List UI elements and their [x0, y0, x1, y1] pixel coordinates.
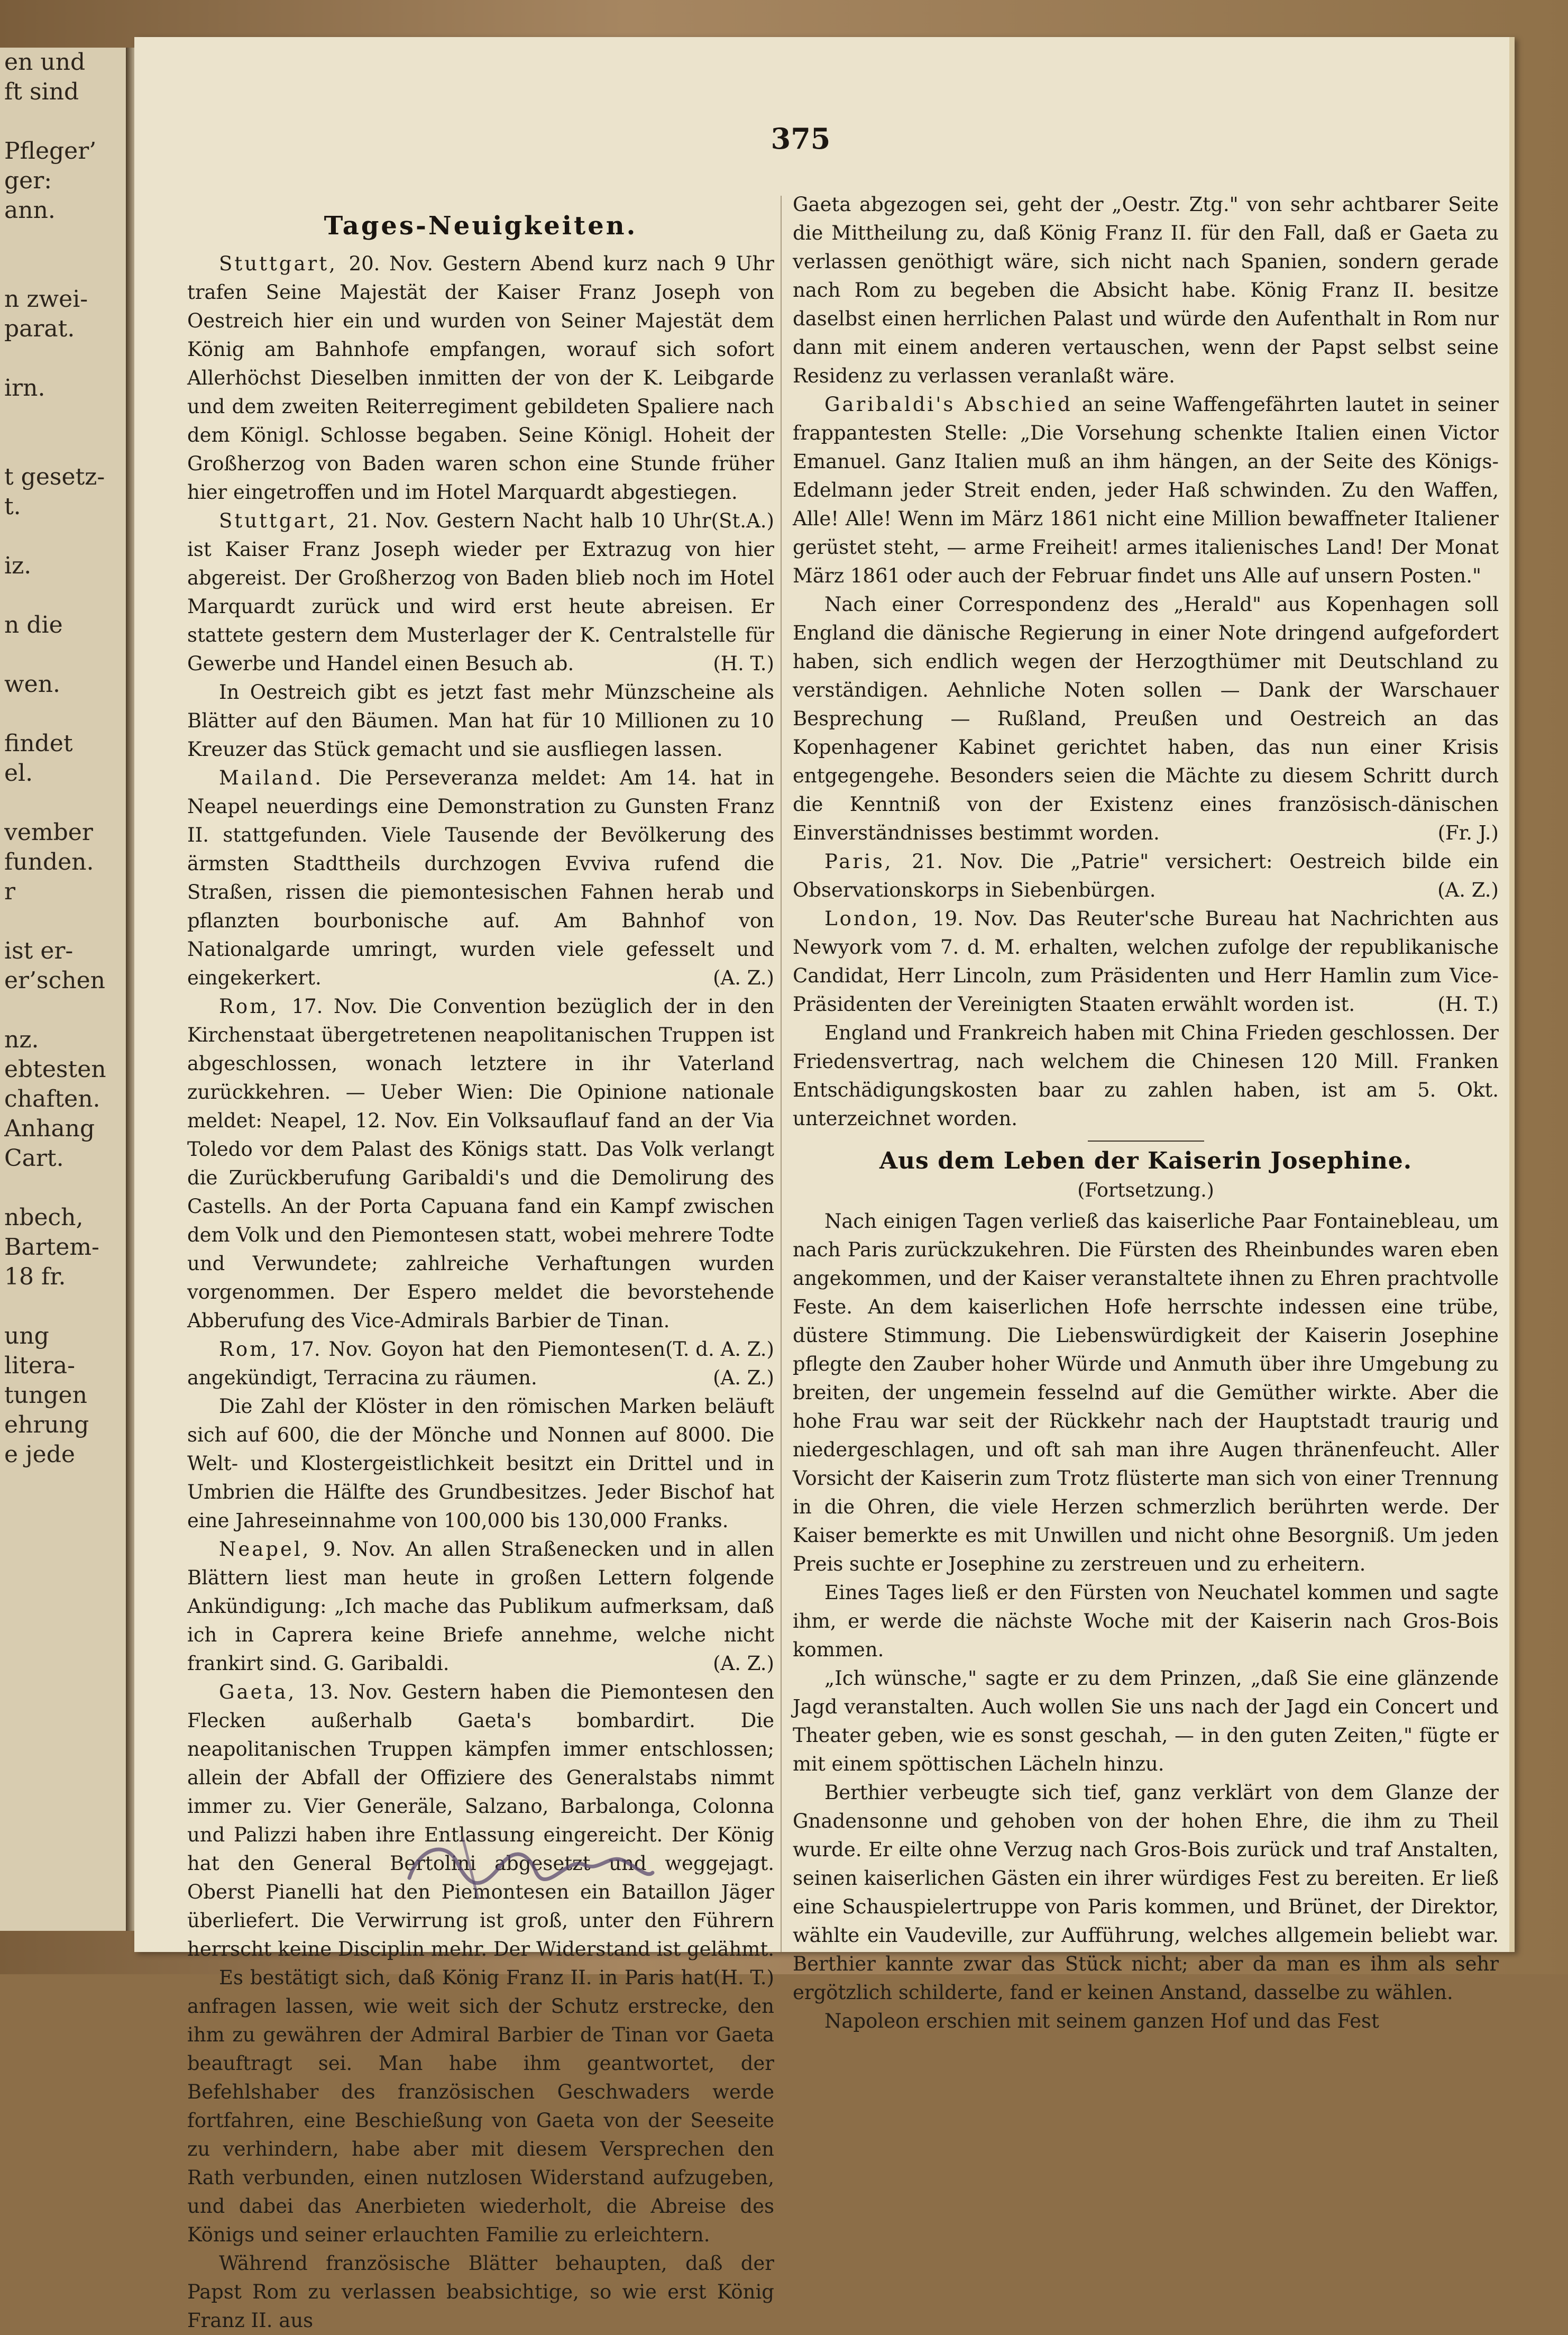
source-citation: (H. T.) [713, 1966, 774, 1989]
facing-page-line: funden. [4, 849, 94, 875]
facing-page-line: tungen [4, 1382, 87, 1409]
article-paragraph [793, 1207, 1499, 1579]
article-text: Die Zahl der Klöster in den römischen Marken beläuft sich auf 600, die der Mönche und Nonnen auf 8000. Die Welt- und Klostergeistlichkeit besitzt ein Drittel und in Umbrien die Hälfte des Grundbesitzes. Jeder Bischof hat eine Jahreseinnahme von 100,000 bis 130,000 Franks. [187, 1395, 774, 1532]
column-rule [781, 196, 782, 1952]
dateline: Paris, [824, 850, 912, 873]
source-citation: (H. T.) [713, 652, 774, 675]
dateline: Garibaldi's Abschied [824, 393, 1082, 416]
facing-page-line: litera‑ [4, 1352, 75, 1379]
dateline: Rom, [219, 995, 292, 1018]
facing-page-line: t. [4, 493, 21, 520]
source-citation: (H. T.) [1437, 993, 1499, 1016]
source-citation: (A. Z.) [713, 1366, 774, 1389]
facing-page-line: ung [4, 1322, 49, 1349]
facing-page-line [4, 1292, 123, 1321]
facing-page-line: ist er‑ [4, 937, 74, 964]
feature-article [793, 1207, 1499, 2036]
facing-page-line [4, 907, 123, 936]
facing-page-line: e jede [4, 1441, 75, 1468]
article-text: In Oestreich gibt es jetzt fast mehr Münzscheine als Blätter auf den Bäumen. Man hat für 10 Millionen zu 10 Kreuzer das Stück gemacht und sie ausfliegen lassen. [187, 681, 774, 761]
facing-page-line: ger: [4, 167, 52, 194]
facing-page-text [4, 48, 123, 1470]
facing-page-line [4, 788, 123, 818]
facing-page-line: vember [4, 819, 93, 846]
left-column-articles [187, 250, 774, 2335]
left-column [187, 212, 774, 2335]
dateline: London, [824, 907, 933, 930]
facing-page-line [4, 640, 123, 670]
article-paragraph [793, 1019, 1499, 1133]
article-text: Während französische Blätter behaupten, daß der Papst Rom zu verlassen beabsichtige, so wie erst König Franz II. aus [187, 2252, 774, 2332]
article-paragraph [793, 590, 1499, 847]
article-text: 20. Nov. Gestern Abend kurz nach 9 Uhr trafen Seine Majestät der Kaiser Franz Joseph von Oestreich hier ein und wurden von Seiner Majestät dem König am Bahnhofe empfangen, worauf sich sofort Allerhöchst Dieselben inmitten der von der K. Leibgarde und dem zweiten Reiterregiment gebildeten Spaliere nach dem Königl. Schlosse begaben. Seine Königl. Hoheit der Großherzog von Baden waren schon eine Stunde früher hier eingetroffen und im Hotel Marquardt abgestiegen. [187, 252, 774, 504]
facing-page-line [4, 344, 123, 373]
article-text: Nach einigen Tagen verließ das kaiserliche Paar Fontainebleau, um nach Paris zurückzukehren. Die Fürsten des Rheinbundes waren eben angekommen, und der Kaiser veranstaltete ihnen zu Ehren prachtvolle Feste. An dem kaiserlichen Hofe herrschte indessen eine trübe, düstere Stimmung. Die Liebenswürdigkeit der Kaiserin Josephine pflegte den Zauber hoher Würde und Anmuth über ihre Umgebung zu breiten, der ungemein fesselnd auf die Gemüther wirkte. Aber die hohe Frau war seit der Rückkehr nach der Hauptstadt traurig und niedergeschlagen, und oft sah man ihre Augen thränenfeucht. Aller Vorsicht der Kaiserin zum Trotz flüsterte man sich von einer Trennung in die Ohren, die viele Herzen schmerzlich berührten werde. Der Kaiser bemerkte es mit Unwillen und nicht ohne Besorgniß. Um jeden Preis suchte er Josephine zu zerstreuen und zu erheitern. [793, 1210, 1499, 1575]
section-divider [1088, 1141, 1204, 1142]
facing-page-line: nbech, [4, 1204, 84, 1231]
feature-subtitle: (Fortsetzung.) [1077, 1180, 1214, 1201]
facing-page-line: n die [4, 612, 63, 639]
section-title: Tages-Neuigkeiten. [324, 211, 638, 241]
article-paragraph [793, 905, 1499, 1019]
facing-page-line: n zwei‑ [4, 286, 88, 313]
article-text: „Ich wünsche," sagte er zu dem Prinzen, „daß Sie eine glänzende Jagd veranstalten. Auch wollen Sie uns nach der Jagd ein Concert und Theater geben, wie es sonst geschah, — in den guten Zeiten," fügte er mit einem spöttischen Lächeln hinzu. [793, 1667, 1499, 1775]
facing-page-line [4, 581, 123, 610]
article-text: Gaeta abgezogen sei, geht der „Oestr. Ztg." von sehr achtbarer Seite die Mittheilung zu, daß König Franz II. für den Fall, daß er Gaeta zu verlassen genöthigt wäre, sich nicht nach Spanien, sondern gerade nach Rom zu begeben die Absicht habe. König Franz II. besitze daselbst einen herrlichen Palast und würde den Aufenthalt in Rom nur dann mit einem anderen vertauschen, wenn der Papst selbst seine Residenz zu verlassen veranlaßt wäre. [793, 193, 1499, 387]
facing-page-line: findet [4, 730, 73, 757]
dateline: Neapel, [219, 1538, 323, 1561]
source-citation: (A. Z.) [1437, 879, 1499, 901]
facing-page-line: ehrung [4, 1411, 89, 1438]
article-paragraph [187, 507, 774, 678]
right-column [793, 190, 1499, 2036]
dateline: Mailand. [219, 767, 338, 789]
facing-page-line: el. [4, 760, 33, 787]
source-citation: (St.A.) [711, 509, 774, 532]
article-paragraph [187, 1392, 774, 1535]
article-text: an seine Waffengefährten lautet in seiner frappantesten Stelle: „Die Vorsehung schenkte Italien einen Victor Emanuel. Ganz Italien muß an ihm hängen, an der Seite des Königs-Edelmann jeder Streit enden, jeder Haß schwinden. Zu den Waffen, Alle! Alle! Wenn im März 1861 nicht eine Million bewaffneter Italiener gerüstet steht, — arme Freiheit! armes italienisches Land! Der Monat März 1861 oder auch der Februar findet uns Alle auf unsern Posten." [793, 393, 1499, 587]
facing-page-line: wen. [4, 671, 61, 698]
newspaper-page [134, 37, 1515, 2332]
facing-page-line [4, 996, 123, 1025]
facing-page-line: nz. [4, 1026, 39, 1053]
article-text: 21. Nov. Gestern Nacht halb 10 Uhr ist Kaiser Franz Joseph wieder per Extrazug von hier abgereist. Der Großherzog von Baden blieb noch im Hotel Marquardt zurück und wird erst heute abreisen. Er stattete gestern dem Musterlager der K. Centralstelle für Gewerbe und Handel einen Besuch ab. [187, 509, 774, 675]
article-paragraph [187, 250, 774, 532]
article-paragraph [793, 1664, 1499, 1778]
article-paragraph [187, 992, 774, 1361]
facing-page-line [4, 225, 123, 255]
article-text: Es bestätigt sich, daß König Franz II. in Paris hat anfragen lassen, wie weit sich der Schutz erstrecke, den ihm zu gewähren der Admiral Barbier de Tinan vor Gaeta beauftragt sei. Man habe ihm geantwortet, der Befehlshaber des französischen Geschwaders werde fortfahren, eine Beschießung von Gaeta von der Seeseite zu verhindern, habe aber mit diesem Versprechen den Rath verbunden, einen nutzlosen Widerstand aufzugeben, und dabei das Anerbieten wiederholt, die Abreise des Königs und seiner erlauchten Familie zu erleichtern. [187, 1966, 774, 2246]
facing-page-line: parat. [4, 315, 75, 342]
dateline: Rom, [219, 1338, 289, 1361]
facing-page-line: r [4, 878, 16, 905]
article-text: England und Frankreich haben mit China Frieden geschlossen. Der Friedensvertrag, nach welchem die Chinesen 120 Mill. Franken Entschädigungskosten baar zu zahlen haben, ist am 5. Okt. unterzeichnet worden. [793, 1021, 1499, 1130]
article-paragraph [793, 2007, 1499, 2036]
feature-title: Aus dem Leben der Kaiserin Josephine. [879, 1147, 1413, 1174]
facing-page-line [4, 522, 123, 551]
article-text: Die Perseveranza meldet: Am 14. hat in Neapel neuerdings eine Demonstration zu Gunsten Franz II. stattgefunden. Viele Tausende der Bevölkerung des ärmsten Stadttheils durchzogen Evviva rufend die Straßen, rissen die piemontesischen Fahnen herab und pflanzten bourbonische auf. Am Bahnhof von Nationalgarde umringt, wurden viele gefesselt und eingekerkert. [187, 767, 774, 989]
article-text: Berthier verbeugte sich tief, ganz verklärt von dem Glanze der Gnadensonne und gehoben von der hohen Ehre, die ihm zu Theil wurde. Er eilte ohne Verzug nach Gros-Bois zurück und traf Anstalten, seinen kaiserlichen Gästen ein ihrer würdiges Fest zu bereiten. Er ließ eine Schauspielertruppe von Paris kommen, und Brünet, der Direktor, wählte ein Vaudeville, zur Aufführung, welches allgemein beliebt war. Berthier kannte zwar das Stück nicht; aber da man es ihm als sehr ergötzlich schilderte, fand er keinen Anstand, dasselbe zu wählen. [793, 1781, 1499, 2004]
article-paragraph [187, 2249, 774, 2335]
article-text: 17. Nov. Die Convention bezüglich der in den Kirchenstaat übergetretenen neapolitanischen Truppen ist abgeschlossen, wonach letztere in ihr Vaterland zurückkehren. — Ueber Wien: Die Opinione nationale meldet: Neapel, 12. Nov. Ein Volksauflauf fand an der Via Toledo vor dem Palast des Königs statt. Das Volk verlangt die Zurückberufung Garibaldi's und die Demolirung des Castells. An der Porta Capuana fand ein Kampf zwischen dem Volk und den Piemontesen statt, wobei mehrere Todte und Verwundete; zahlreiche Verhaftungen wurden vorgenommen. Der Espero meldet die bevorstehende Abberufung des Vice-Admirals Barbier de Tinan. [187, 995, 774, 1332]
facing-page-line: t gesetz‑ [4, 463, 105, 490]
article-paragraph [793, 190, 1499, 390]
facing-page-line: Bartem‑ [4, 1234, 99, 1261]
source-citation: (A. Z.) [713, 1652, 774, 1675]
article-paragraph [793, 1778, 1499, 2007]
article-text: 17. Nov. Goyon hat den Piemontesen angekündigt, Terracina zu räumen. [187, 1338, 666, 1389]
article-text: 9. Nov. An allen Straßenecken und in allen Blättern liest man heute in großen Lettern folgende Ankündigung: „Ich mache das Publikum aufmerksam, daß ich in Caprera keine Briefe annehme, welche nicht frankirt sind. G. Garibaldi. [187, 1538, 774, 1675]
article-paragraph [187, 678, 774, 764]
article-text: 19. Nov. Das Reuter'sche Bureau hat Nachrichten aus Newyork vom 7. d. M. erhalten, welchen zufolge der republikanische Candidat, Herr Lincoln, zum Präsidenten und Herr Hamlin zum Vice-Präsidenten der Vereinigten Staaten erwählt worden ist. [793, 907, 1499, 1016]
dateline: Stuttgart, [219, 252, 349, 275]
source-citation: (T. d. A. Z.) [665, 1338, 774, 1361]
facing-page-line: er’schen [4, 967, 105, 994]
page-number: 375 [771, 122, 831, 156]
handwritten-signature [399, 1814, 663, 1910]
article-text: Eines Tages ließ er den Fürsten von Neuchatel kommen und sagte ihm, er werde die nächste Woche mit der Kaiserin nach Gros-Bois kommen. [793, 1581, 1499, 1661]
facing-page-line [4, 255, 123, 285]
facing-page-line: iz. [4, 552, 32, 579]
facing-page-line: ebtesten [4, 1056, 106, 1083]
source-citation: (A. Z.) [713, 966, 774, 989]
article-paragraph [187, 1535, 774, 1678]
book-gutter [126, 48, 134, 1931]
facing-page-line [4, 699, 123, 729]
article-paragraph [793, 390, 1499, 590]
facing-page-line: Cart. [4, 1145, 64, 1172]
article-paragraph [793, 847, 1499, 905]
facing-page-line: 18 fr. [4, 1263, 66, 1290]
article-paragraph [187, 764, 774, 992]
article-paragraph [793, 1579, 1499, 1664]
article-text: Napoleon erschien mit seinem ganzen Hof und das Fest [824, 2010, 1379, 2032]
facing-page-line: ann. [4, 197, 56, 224]
article-paragraph [187, 1964, 774, 2249]
article-text: 13. Nov. Gestern haben die Piemontesen den Flecken außerhalb Gaeta's bombardirt. Die neapolitanischen Truppen kämpfen immer entschlossen; allein der Abfall der Offiziere des Generalstabs nimmt immer zu. Vier Generäle, Salzano, Barbalonga, Colonna und Palizzi haben ihre Entlassung eingereicht. Der König hat den General Bertolini abgesetzt und weggejagt. Oberst Pianelli hat den Piemontesen ein Bataillon Jäger überliefert. Die Verwirrung ist groß, unter den Führern herrscht keine Disciplin mehr. Der Widerstand ist gelähmt. [187, 1681, 774, 1960]
facing-page-line: chaften. [4, 1086, 100, 1112]
facing-page-line: Pfleger’ [4, 138, 97, 165]
article-text: 21. Nov. Die „Patrie" versichert: Oestreich bilde ein Observationskorps in Siebenbürgen. [793, 850, 1499, 901]
facing-page-line: en und [4, 49, 86, 76]
source-citation: (Fr. J.) [1437, 822, 1499, 844]
facing-page-line: Anhang [4, 1115, 95, 1142]
dateline: Stuttgart, [219, 509, 347, 532]
facing-page-line: ft sind [4, 78, 79, 105]
facing-page-edge [0, 48, 129, 1931]
facing-page-line [4, 433, 123, 462]
facing-page-line [4, 107, 123, 136]
right-column-articles [793, 190, 1499, 1133]
facing-page-line: irn. [4, 375, 45, 402]
article-text: Nach einer Correspondenz des „Herald" aus Kopenhagen soll England die dänische Regierung in einer Note dringend aufgefordert haben, sich endlich wegen der Herzogthümer mit Deutschland zu verständigen. Aehnliche Noten sollen — Dank der Warschauer Besprechung — Rußland, Preußen und Oestreich an das Kopenhagener Kabinet gerichtet haben, das nun einer Krisis entgegengehe. Besonders seien die Mächte zu diesem Schritt durch die Kenntniß von der Existenz eines französisch-dänischen Einverständnisses bestimmt worden. [793, 593, 1499, 844]
dateline: Gaeta, [219, 1681, 308, 1703]
facing-page-line [4, 403, 123, 433]
facing-page-line [4, 1173, 123, 1203]
